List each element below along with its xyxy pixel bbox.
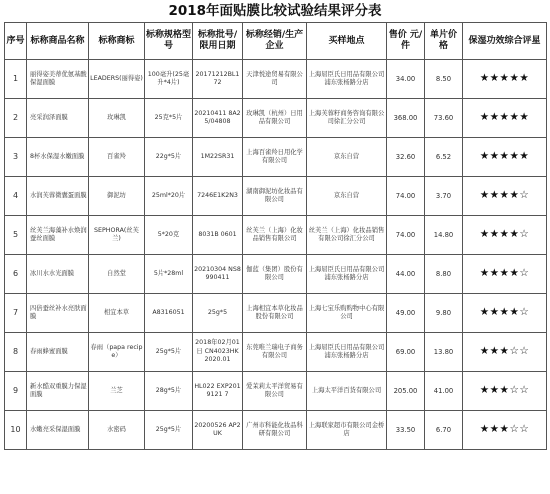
row-place: 上海七宝乐购购物中心有限公司 xyxy=(307,294,387,333)
row-idx: 4 xyxy=(5,177,27,216)
row-maker: 玫琳凯（杭州）日用品有限公司 xyxy=(243,99,307,138)
row-maker: 天津悦途贸易有限公司 xyxy=(243,60,307,99)
row-maker: 丝芙兰（上海）化妆品销售有限公司 xyxy=(243,216,307,255)
row-spec: A8316051 xyxy=(145,294,193,333)
row-maker: 东莞唯兰瑞电子商务有限公司 xyxy=(243,333,307,372)
row-place: 上海屈臣氏日用品有限公司浦东张杨路分店 xyxy=(307,255,387,294)
row-unit-price: 6.70 xyxy=(425,411,463,450)
row-price: 74.00 xyxy=(387,216,425,255)
row-maker: 湖南御泥坊化妆品有限公司 xyxy=(243,177,307,216)
row-price: 368.00 xyxy=(387,99,425,138)
row-maker: 伽蓝（集团）股份有限公司 xyxy=(243,255,307,294)
row-unit-price: 8.50 xyxy=(425,60,463,99)
row-spec: 5*20克 xyxy=(145,216,193,255)
row-name: 春雨蜂蜜面膜 xyxy=(27,333,89,372)
row-idx: 10 xyxy=(5,411,27,450)
row-name: 四倍蚕丝补水亮肤面膜 xyxy=(27,294,89,333)
row-place: 丝芙兰（上海）化妆品销售有限公司徐汇分公司 xyxy=(307,216,387,255)
row-brand: 水密码 xyxy=(89,411,145,450)
rating-stars: ★★★★★ xyxy=(479,149,530,162)
header-maker: 标称经销/生产企业 xyxy=(243,23,307,60)
table-row xyxy=(5,372,547,411)
row-batch: 8031B 0601 xyxy=(193,216,243,255)
row-spec: 22g*5片 xyxy=(145,138,193,177)
header-row xyxy=(5,23,547,60)
header-price: 售价 元/件 xyxy=(387,23,425,60)
row-price: 49.00 xyxy=(387,294,425,333)
table-row xyxy=(5,255,547,294)
rating-stars: ★★★★☆ xyxy=(479,266,530,279)
header-batch: 标称批号/限用日期 xyxy=(193,23,243,60)
results-table xyxy=(4,22,547,450)
header-unit: 单片价格 xyxy=(425,23,463,60)
rating-stars: ★★★★★ xyxy=(479,110,530,123)
row-spec: 25g*5片 xyxy=(145,411,193,450)
row-unit-price: 14.80 xyxy=(425,216,463,255)
row-place: 上海屈臣氏日用品有限公司浦东张杨路分店 xyxy=(307,333,387,372)
row-spec: 25克*5片 xyxy=(145,99,193,138)
row-brand: LEADERS(丽得姿) xyxy=(89,60,145,99)
row-unit-price: 41.00 xyxy=(425,372,463,411)
row-batch: 7246E1K2N3 xyxy=(193,177,243,216)
row-brand: 百雀羚 xyxy=(89,138,145,177)
row-idx: 5 xyxy=(5,216,27,255)
rating-stars: ★★★☆☆ xyxy=(479,344,530,357)
row-spec: 100毫升(25毫升*4片) xyxy=(145,60,193,99)
row-name: 8杯水保湿水嫩面膜 xyxy=(27,138,89,177)
row-place: 上海屈臣氏日用品有限公司浦东张杨路分店 xyxy=(307,60,387,99)
header-brand: 标称商标 xyxy=(89,23,145,60)
row-name: 丝芙兰海藻补水焕润蚕丝面膜 xyxy=(27,216,89,255)
row-idx: 9 xyxy=(5,372,27,411)
row-idx: 7 xyxy=(5,294,27,333)
row-idx: 2 xyxy=(5,99,27,138)
rating-stars: ★★★☆☆ xyxy=(479,422,530,435)
row-batch: 2018年02月01日 CN4023HK 2020.01 xyxy=(193,333,243,372)
header-name: 标称商品名称 xyxy=(27,23,89,60)
row-batch: 20210304 NS8990411 xyxy=(193,255,243,294)
rating-stars: ★★★★★ xyxy=(479,71,530,84)
row-price: 33.50 xyxy=(387,411,425,450)
row-brand: SEPHORA(丝芙兰) xyxy=(89,216,145,255)
row-maker: 爱茉莉太平洋贸易有限公司 xyxy=(243,372,307,411)
row-brand: 相宜本草 xyxy=(89,294,145,333)
row-unit-price: 6.52 xyxy=(425,138,463,177)
row-name: 冰川水水光面膜 xyxy=(27,255,89,294)
row-price: 74.00 xyxy=(387,177,425,216)
row-batch: HL022 EXP2019121 7 xyxy=(193,372,243,411)
row-price: 44.00 xyxy=(387,255,425,294)
row-name: 水嫩亮采保湿面膜 xyxy=(27,411,89,450)
row-idx: 1 xyxy=(5,60,27,99)
header-rating: 保湿功效综合评星 xyxy=(463,23,547,60)
row-price: 69.00 xyxy=(387,333,425,372)
table-row xyxy=(5,99,547,138)
table-row xyxy=(5,333,547,372)
table-row xyxy=(5,138,547,177)
row-name: 亮采润泽面膜 xyxy=(27,99,89,138)
row-name: 丽得姿美蒂优氨基酸保湿面膜 xyxy=(27,60,89,99)
row-idx: 8 xyxy=(5,333,27,372)
row-price: 32.60 xyxy=(387,138,425,177)
rating-stars: ★★★☆☆ xyxy=(479,383,530,396)
document-title: 2018年面贴膜比较试验结果评分表 xyxy=(168,3,382,19)
header-place: 买样地点 xyxy=(307,23,387,60)
row-brand: 御泥坊 xyxy=(89,177,145,216)
rating-stars: ★★★★☆ xyxy=(479,305,530,318)
row-batch: 1M22SR31 xyxy=(193,138,243,177)
row-maker: 上海相宜本草化妆品股份有限公司 xyxy=(243,294,307,333)
row-name: 水润芙蓉微囊蛋面膜 xyxy=(27,177,89,216)
row-price: 205.00 xyxy=(387,372,425,411)
table-row xyxy=(5,60,547,99)
row-brand: 兰芝 xyxy=(89,372,145,411)
table-row xyxy=(5,294,547,333)
row-brand: 自然堂 xyxy=(89,255,145,294)
row-price: 34.00 xyxy=(387,60,425,99)
row-place: 上海联家超市有限公司金桥店 xyxy=(307,411,387,450)
row-place: 上海芙蓉籽商务咨询有限公司徐汇分公司 xyxy=(307,99,387,138)
row-batch: 20210411 8A25/04808 xyxy=(193,99,243,138)
rating-stars: ★★★★☆ xyxy=(479,188,530,201)
header-idx: 序号 xyxy=(5,23,27,60)
row-place: 京东自营 xyxy=(307,138,387,177)
row-idx: 3 xyxy=(5,138,27,177)
row-spec: 5片*28ml xyxy=(145,255,193,294)
row-brand: 玫琳凯 xyxy=(89,99,145,138)
header-spec: 标称规格型号 xyxy=(145,23,193,60)
row-batch: 25g*5 xyxy=(193,294,243,333)
row-unit-price: 73.60 xyxy=(425,99,463,138)
row-place: 上海太平洋百货有限公司 xyxy=(307,372,387,411)
row-idx: 6 xyxy=(5,255,27,294)
table-row xyxy=(5,216,547,255)
row-maker: 上海百雀羚日用化学有限公司 xyxy=(243,138,307,177)
row-unit-price: 9.80 xyxy=(425,294,463,333)
row-maker: 广州市科能化妆品科研有限公司 xyxy=(243,411,307,450)
table-row xyxy=(5,177,547,216)
row-batch: 20200526 AP2UK xyxy=(193,411,243,450)
row-unit-price: 8.80 xyxy=(425,255,463,294)
table-row xyxy=(5,411,547,450)
row-name: 新水酷双重膜力保湿面膜 xyxy=(27,372,89,411)
row-place: 京东自营 xyxy=(307,177,387,216)
row-spec: 28g*5片 xyxy=(145,372,193,411)
row-brand: 春雨（papa recipe） xyxy=(89,333,145,372)
row-unit-price: 3.70 xyxy=(425,177,463,216)
rating-stars: ★★★★☆ xyxy=(479,227,530,240)
row-spec: 25g*5片 xyxy=(145,333,193,372)
row-spec: 25ml*20片 xyxy=(145,177,193,216)
row-unit-price: 13.80 xyxy=(425,333,463,372)
row-batch: 20171212BL172 xyxy=(193,60,243,99)
